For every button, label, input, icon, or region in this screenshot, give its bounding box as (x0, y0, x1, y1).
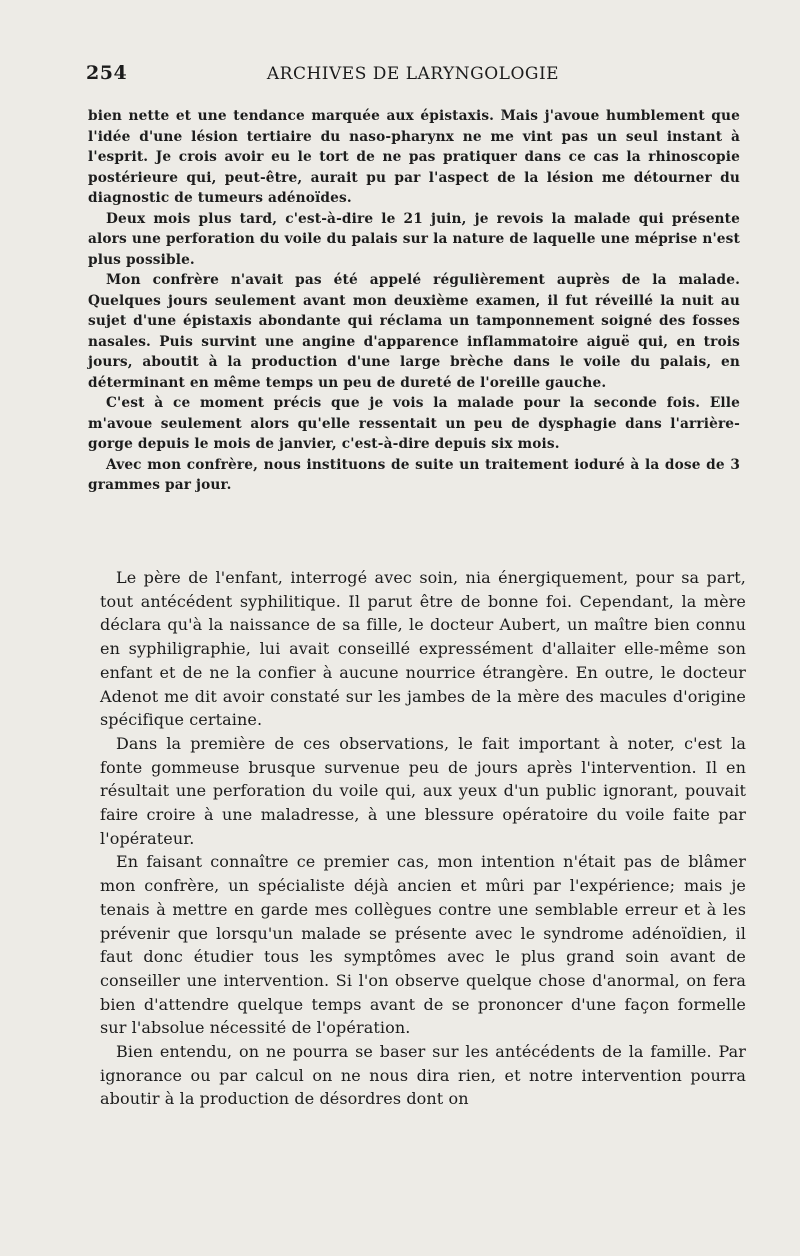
small-print-block (88, 106, 740, 496)
small-paragraph-2: Deux mois plus tard, c'est-à-dire le 21 juin, je revois la malade qui présente alors une perforation du voile du palais sur la nature de laquelle une méprise n'est plus possible. (88, 210, 740, 268)
main-paragraph-1: Le père de l'enfant, interrogé avec soin, nia énergiquement, pour sa part, tout antécédent syphilitique. Il parut être de bonne foi. Cependant, la mère déclara qu'à la naissance de sa fille, le docteur Aubert, un maître bien connu en syphiligraphie, lui avait conseillé expressément d'allaiter elle-même son enfant et de ne la confier à aucune nourrice étrangère. En outre, le docteur Adenot me dit avoir constaté sur les jambes de la mère des macules d'origine spécifique certaine. (100, 568, 746, 730)
small-paragraph-1: bien nette et une tendance marquée aux épistaxis. Mais j'avoue humblement que l'idée d'une lésion tertiaire du naso-pharynx ne me vint pas un seul instant à l'esprit. Je crois avoir eu le tort de ne pas pratiquer dans ce cas la rhinoscopie postérieure qui, peut-être, aurait pu par l'aspect de la lésion me détourner du diagnostic de tumeurs adénoïdes. (88, 108, 740, 206)
main-paragraph-2: Dans la première de ces observations, le fait important à noter, c'est la fonte gommeuse brusque survenue peu de jours après l'intervention. Il en résultait une perforation du voile qui, aux yeux d'un public ignorant, pouvait faire croire à une maladresse, à une blessure opératoire du voile faite par l'opérateur. (100, 733, 746, 848)
main-paragraph-4: Bien entendu, on ne pourra se baser sur les antécédents de la famille. Par ignorance ou par calcul on ne nous dira rien, et notre intervention pourra aboutir à la production de désordres dont on (100, 1042, 746, 1109)
small-paragraph-5: Avec mon confrère, nous instituons de suite un traitement ioduré à la dose de 3 grammes par jour. (88, 456, 740, 493)
small-paragraph-4: C'est à ce moment précis que je vois la malade pour la seconde fois. Elle m'avoue seulement alors qu'elle ressentait un peu de dysphagie dans l'arrière-gorge depuis le mois de janvier, c'est-à-dire depuis six mois. (88, 395, 740, 452)
small-paragraph-3: Mon confrère n'avait pas été appelé régulièrement auprès de la malade. Quelques jours seulement avant mon deuxième examen, il fut réveillé la nuit au sujet d'une épistaxis abondante qui réclama un tamponnement soigné des fosses nasales. Puis survint une angine d'apparence inflammatoire aiguë qui, en trois jours, aboutit à la production d'une large brèche dans le voile du palais, en déterminant en même temps un peu de dureté de l'oreille gauche. (88, 272, 740, 391)
main-text-block (100, 566, 746, 1111)
page-number: 254 (86, 62, 128, 84)
main-paragraph-3: En faisant connaître ce premier cas, mon intention n'était pas de blâmer mon confrère, un spécialiste déjà ancien et mûri par l'expérience; mais je tenais à mettre en garde mes collègues contre une semblable erreur et à les prévenir que lorsqu'un malade se présente avec le syndrome adénoïdien, il faut donc étudier tous les symptômes avec le plus grand soin avant de conseiller une intervention. Si l'on observe quelque chose d'anormal, on fera bien d'attendre quelque temps avant de se prononcer d'une façon formelle sur l'absolue nécessité de l'opération. (100, 852, 746, 1038)
running-title: ARCHIVES DE LARYNGOLOGIE (266, 64, 560, 84)
page-header (86, 62, 740, 88)
